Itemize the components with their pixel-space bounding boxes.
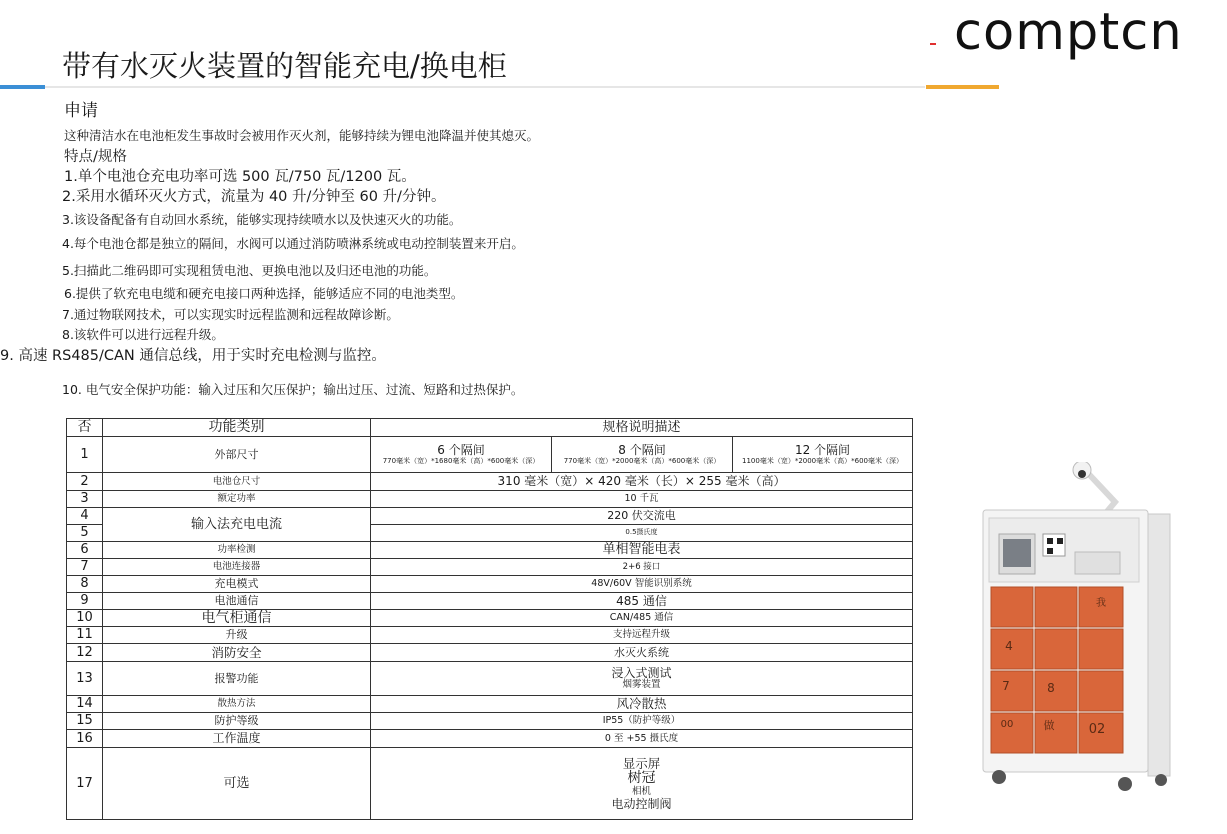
row-no: 10	[67, 610, 103, 627]
option-line: 树冠	[627, 769, 656, 786]
row-spec: 单相智能电表	[371, 542, 913, 559]
option-line: 相机	[631, 785, 651, 797]
row-no: 1	[67, 437, 103, 473]
wheel-icon	[1155, 774, 1167, 786]
option-label: 8 个隔间	[618, 443, 666, 458]
option-line: 电动控制阀	[611, 796, 672, 811]
row-category: 散热方法	[103, 696, 371, 713]
row-no: 2	[67, 473, 103, 491]
header-category: 功能类别	[103, 419, 371, 437]
row-no: 5	[67, 525, 103, 542]
door-label: 8	[1047, 681, 1055, 695]
row-no: 16	[67, 730, 103, 748]
spec-line: 浸入式测试	[611, 665, 672, 680]
feature-item-1: 1.单个电池仓充电功率可选 500 瓦/750 瓦/1200 瓦。	[64, 169, 416, 185]
door-label: 我	[1096, 598, 1106, 609]
row-spec: 风冷散热	[371, 696, 913, 713]
row-category: 升级	[103, 627, 371, 644]
vent-grille	[1075, 552, 1120, 574]
compartment-door	[1035, 671, 1077, 711]
compartment-door	[991, 587, 1033, 627]
row-spec: 220 伏交流电	[371, 508, 913, 525]
row-spec: 48V/60V 智能识别系统	[371, 576, 913, 593]
door-label: 4	[1005, 639, 1013, 653]
compartment-door	[1035, 713, 1077, 753]
row-category: 电池连接器	[103, 559, 371, 576]
wheel-icon	[992, 770, 1006, 784]
row-spec: CAN/485 通信	[371, 610, 913, 627]
feature-item-7: 7.通过物联网技术，可以实现实时远程监测和远程故障诊断。	[62, 307, 399, 322]
row-category: 充电模式	[103, 576, 371, 593]
row-category: 电池仓尺寸	[103, 473, 371, 491]
row-no: 15	[67, 713, 103, 730]
qr-code-icon	[1043, 534, 1065, 556]
compartment-door	[991, 671, 1033, 711]
row-no: 3	[67, 491, 103, 508]
option-label: 12 个隔间	[794, 443, 851, 458]
door-label: 做	[1043, 719, 1055, 732]
option-8-compartments	[552, 437, 733, 473]
row-category: 报警功能	[103, 662, 371, 696]
compartment-door	[1079, 629, 1123, 669]
row-no: 12	[67, 644, 103, 662]
row-spec: 水灭火系统	[371, 644, 913, 662]
title-divider	[45, 86, 925, 88]
row-spec	[371, 748, 913, 820]
row-spec: 10 千瓦	[371, 491, 913, 508]
features-heading: 特点/规格	[64, 149, 127, 165]
qr-code-mark	[1047, 538, 1053, 544]
row-category: 工作温度	[103, 730, 371, 748]
option-dimensions: 1100毫米（宽）*2000毫米（高）*600毫米（深）	[742, 456, 903, 465]
display-screen-glass	[1003, 539, 1031, 567]
option-12-compartments	[733, 437, 913, 473]
header-spec: 规格说明描述	[371, 419, 913, 437]
row-category: 输入法充电电流	[103, 508, 371, 542]
row-category: 功率检测	[103, 542, 371, 559]
row-category: 防护等级	[103, 713, 371, 730]
row-no: 14	[67, 696, 103, 713]
feature-item-4: 4.每个电池仓都是独立的隔间，水阀可以通过消防喷淋系统或电动控制装置来开启。	[62, 236, 524, 251]
page-title: 带有水灭火装置的智能充电/换电柜	[62, 49, 507, 83]
row-spec: 0.5摄氏度	[371, 525, 913, 542]
row-spec	[371, 662, 913, 696]
brand-logo: comptcn	[954, 3, 1183, 62]
door-label: 02	[1088, 722, 1106, 737]
feature-item-6: 6.提供了软充电电缆和硬充电接口两种选择，能够适应不同的电池类型。	[64, 286, 464, 301]
row-no: 6	[67, 542, 103, 559]
feature-item-5: 5.扫描此二维码即可实现租赁电池、更换电池以及归还电池的功能。	[62, 263, 437, 278]
feature-item-8: 8.该软件可以进行远程升级。	[62, 327, 224, 342]
row-category: 额定功率	[103, 491, 371, 508]
option-dimensions: 770毫米（宽）*2000毫米（高）*600毫米（深）	[563, 456, 721, 465]
header-no: 否	[67, 419, 103, 437]
application-heading: 申请	[64, 101, 98, 121]
cabinet-illustration	[975, 462, 1180, 797]
option-line: 显示屏	[622, 755, 661, 771]
row-category: 电气柜通信	[103, 610, 371, 627]
row-no: 9	[67, 593, 103, 610]
spec-table	[66, 418, 913, 820]
door-label: 7	[1002, 679, 1010, 693]
feature-item-9: 9. 高速 RS485/CAN 通信总线，用于实时充电检测与监控。	[0, 348, 386, 364]
row-category: 消防安全	[103, 644, 371, 662]
camera-lens-icon	[1078, 470, 1086, 478]
option-6-compartments	[371, 437, 552, 473]
row-no: 13	[67, 662, 103, 696]
compartment-door	[1035, 629, 1077, 669]
row-category: 可选	[103, 748, 371, 820]
feature-item-10: 10. 电气安全保护功能：输入过压和欠压保护；输出过压、过流、短路和过热保护。	[62, 382, 524, 397]
row-no: 17	[67, 748, 103, 820]
compartment-door	[1079, 671, 1123, 711]
option-label: 6 个隔间	[437, 443, 485, 458]
row-spec: IP55（防护等级）	[371, 713, 913, 730]
camera-arm	[1085, 470, 1115, 514]
compartment-door	[1035, 587, 1077, 627]
cabinet-side	[1148, 514, 1170, 776]
row-spec: 485 通信	[371, 593, 913, 610]
qr-code-mark	[1047, 548, 1053, 554]
logo-mark	[930, 43, 936, 45]
title-accent-bar	[0, 85, 45, 89]
row-spec: 0 至 +55 摄氏度	[371, 730, 913, 748]
row-no: 8	[67, 576, 103, 593]
row-spec: 2+6 接口	[371, 559, 913, 576]
title-accent-bar-orange	[926, 85, 999, 89]
row-no: 7	[67, 559, 103, 576]
door-label: 00	[1000, 719, 1014, 730]
spec-line: 烟雾装置	[622, 679, 661, 691]
feature-item-2: 2.采用水循环灭火方式，流量为 40 升/分钟至 60 升/分钟。	[62, 189, 446, 205]
row-category: 外部尺寸	[103, 437, 371, 473]
application-description: 这种清洁水在电池柜发生事故时会被用作灭火剂，能够持续为锂电池降温并使其熄灭。	[64, 128, 540, 143]
row-spec: 310 毫米（宽）× 420 毫米（长）× 255 毫米（高）	[371, 473, 913, 491]
feature-item-3: 3.该设备配备有自动回水系统，能够实现持续喷水以及快速灭火的功能。	[62, 212, 462, 227]
row-no: 4	[67, 508, 103, 525]
wheel-icon	[1118, 777, 1132, 791]
option-dimensions: 770毫米（宽）*1680毫米（高）*600毫米（深）	[382, 456, 540, 465]
row-spec: 支持远程升级	[371, 627, 913, 644]
row-no: 11	[67, 627, 103, 644]
row-category: 电池通信	[103, 593, 371, 610]
qr-code-mark	[1057, 538, 1063, 544]
